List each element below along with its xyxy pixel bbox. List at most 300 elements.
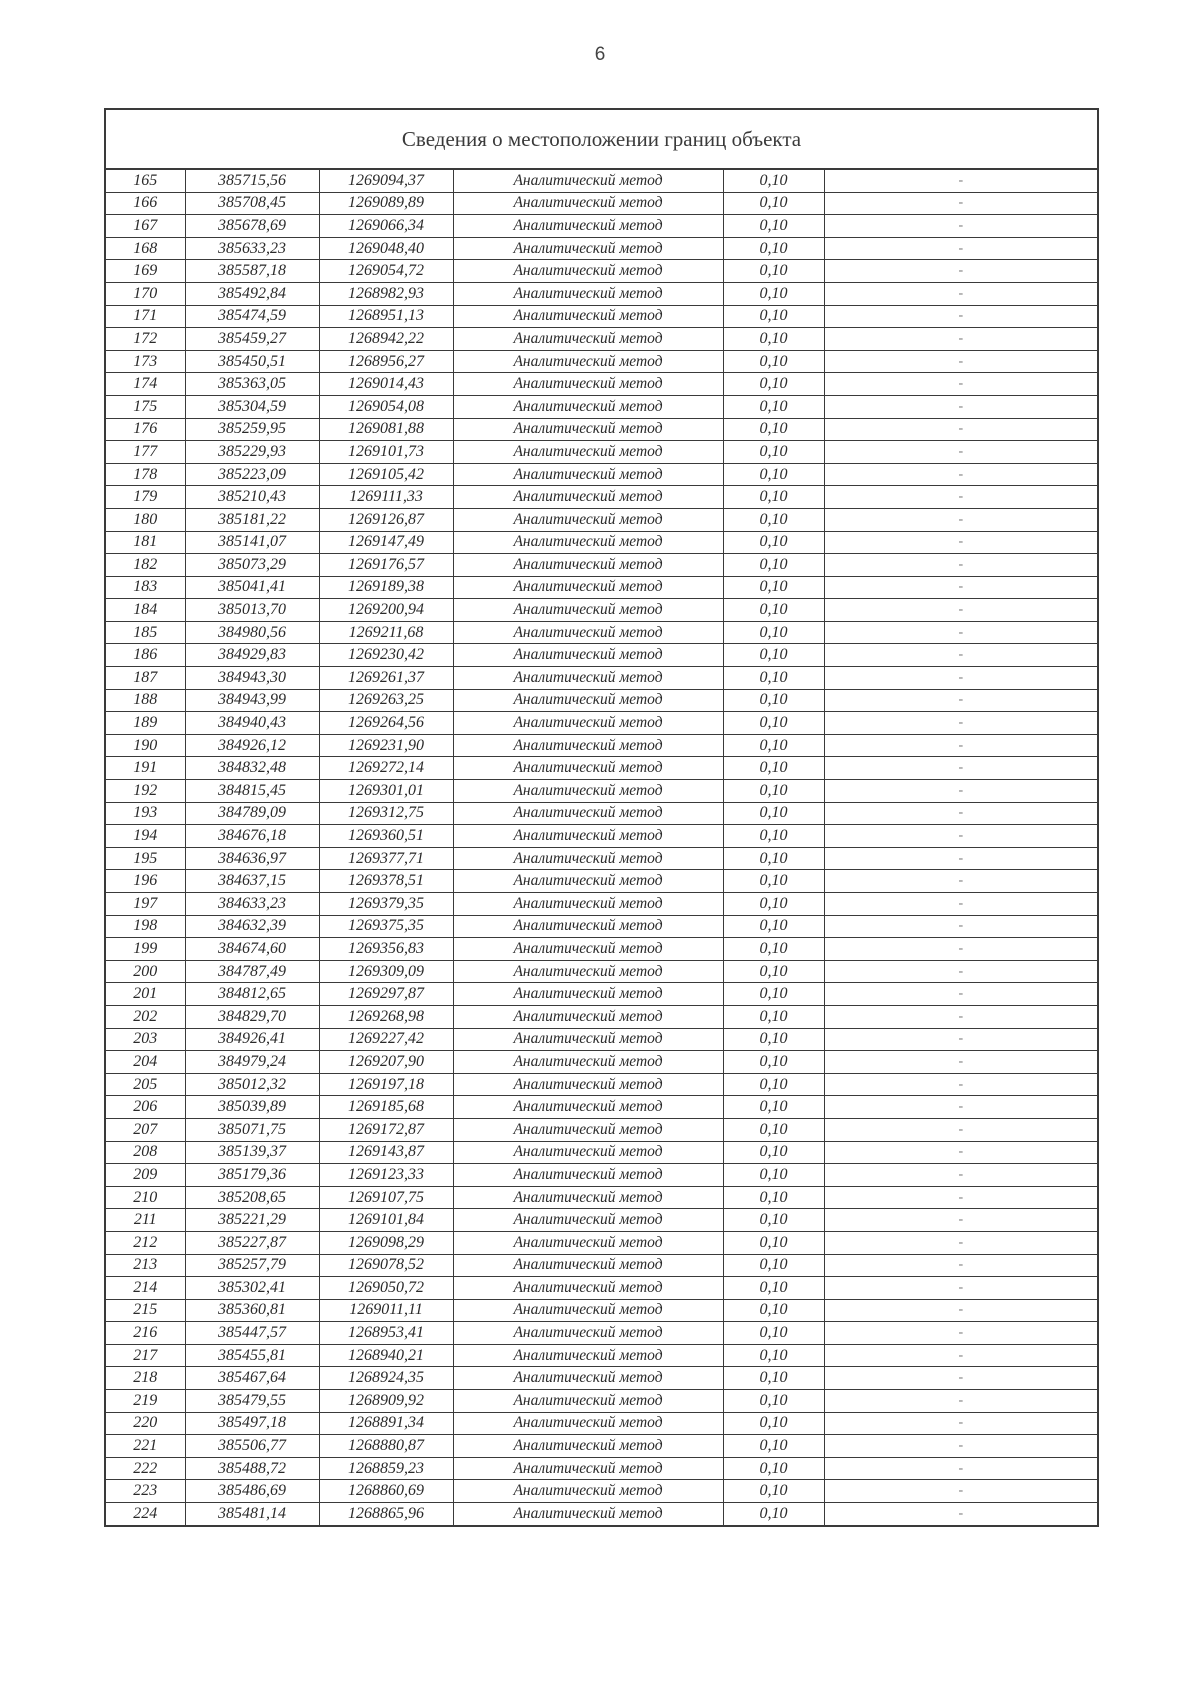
point-number-cell: 195 bbox=[105, 847, 185, 870]
method-cell: Аналитический метод bbox=[453, 667, 723, 690]
point-number-cell: 187 bbox=[105, 667, 185, 690]
accuracy-cell: 0,10 bbox=[723, 418, 824, 441]
point-number-cell: 175 bbox=[105, 395, 185, 418]
y-coordinate-cell: 1268924,35 bbox=[319, 1367, 453, 1390]
method-cell: Аналитический метод bbox=[453, 441, 723, 464]
description-cell: - bbox=[824, 1118, 1098, 1141]
point-number-cell: 201 bbox=[105, 983, 185, 1006]
point-number-cell: 222 bbox=[105, 1457, 185, 1480]
table-row bbox=[105, 237, 1098, 260]
table-row bbox=[105, 508, 1098, 531]
method-cell: Аналитический метод bbox=[453, 282, 723, 305]
y-coordinate-cell: 1269375,35 bbox=[319, 915, 453, 938]
point-number-cell: 194 bbox=[105, 825, 185, 848]
y-coordinate-cell: 1269176,57 bbox=[319, 554, 453, 577]
y-coordinate-cell: 1269111,33 bbox=[319, 486, 453, 509]
y-coordinate-cell: 1269263,25 bbox=[319, 689, 453, 712]
method-cell: Аналитический метод bbox=[453, 983, 723, 1006]
table-row bbox=[105, 1322, 1098, 1345]
y-coordinate-cell: 1268891,34 bbox=[319, 1412, 453, 1435]
x-coordinate-cell: 385210,43 bbox=[185, 486, 319, 509]
point-number-cell: 171 bbox=[105, 305, 185, 328]
table-row bbox=[105, 1073, 1098, 1096]
table-row bbox=[105, 802, 1098, 825]
description-cell: - bbox=[824, 215, 1098, 238]
method-cell: Аналитический метод bbox=[453, 1412, 723, 1435]
x-coordinate-cell: 385360,81 bbox=[185, 1299, 319, 1322]
point-number-cell: 214 bbox=[105, 1277, 185, 1300]
x-coordinate-cell: 385257,79 bbox=[185, 1254, 319, 1277]
method-cell: Аналитический метод bbox=[453, 1299, 723, 1322]
point-number-cell: 206 bbox=[105, 1096, 185, 1119]
method-cell: Аналитический метод bbox=[453, 1344, 723, 1367]
description-cell: - bbox=[824, 169, 1098, 192]
table-row bbox=[105, 531, 1098, 554]
table-row bbox=[105, 734, 1098, 757]
method-cell: Аналитический метод bbox=[453, 215, 723, 238]
description-cell: - bbox=[824, 1480, 1098, 1503]
accuracy-cell: 0,10 bbox=[723, 644, 824, 667]
method-cell: Аналитический метод bbox=[453, 644, 723, 667]
x-coordinate-cell: 385481,14 bbox=[185, 1503, 319, 1526]
method-cell: Аналитический метод bbox=[453, 938, 723, 961]
table-row bbox=[105, 192, 1098, 215]
point-number-cell: 192 bbox=[105, 780, 185, 803]
table-row bbox=[105, 260, 1098, 283]
table-row bbox=[105, 486, 1098, 509]
accuracy-cell: 0,10 bbox=[723, 825, 824, 848]
description-cell: - bbox=[824, 1412, 1098, 1435]
description-cell: - bbox=[824, 1390, 1098, 1413]
description-cell: - bbox=[824, 1073, 1098, 1096]
accuracy-cell: 0,10 bbox=[723, 373, 824, 396]
accuracy-cell: 0,10 bbox=[723, 215, 824, 238]
accuracy-cell: 0,10 bbox=[723, 328, 824, 351]
description-cell: - bbox=[824, 893, 1098, 916]
description-cell: - bbox=[824, 825, 1098, 848]
y-coordinate-cell: 1269143,87 bbox=[319, 1141, 453, 1164]
accuracy-cell: 0,10 bbox=[723, 870, 824, 893]
description-cell: - bbox=[824, 734, 1098, 757]
point-number-cell: 196 bbox=[105, 870, 185, 893]
y-coordinate-cell: 1268940,21 bbox=[319, 1344, 453, 1367]
method-cell: Аналитический метод bbox=[453, 1118, 723, 1141]
x-coordinate-cell: 385013,70 bbox=[185, 599, 319, 622]
method-cell: Аналитический метод bbox=[453, 1164, 723, 1187]
y-coordinate-cell: 1269297,87 bbox=[319, 983, 453, 1006]
y-coordinate-cell: 1269078,52 bbox=[319, 1254, 453, 1277]
y-coordinate-cell: 1269094,37 bbox=[319, 169, 453, 192]
method-cell: Аналитический метод bbox=[453, 531, 723, 554]
accuracy-cell: 0,10 bbox=[723, 1096, 824, 1119]
accuracy-cell: 0,10 bbox=[723, 1028, 824, 1051]
table-row bbox=[105, 870, 1098, 893]
y-coordinate-cell: 1269185,68 bbox=[319, 1096, 453, 1119]
y-coordinate-cell: 1269230,42 bbox=[319, 644, 453, 667]
accuracy-cell: 0,10 bbox=[723, 169, 824, 192]
y-coordinate-cell: 1269301,01 bbox=[319, 780, 453, 803]
table-row bbox=[105, 328, 1098, 351]
y-coordinate-cell: 1269089,89 bbox=[319, 192, 453, 215]
method-cell: Аналитический метод bbox=[453, 328, 723, 351]
method-cell: Аналитический метод bbox=[453, 1051, 723, 1074]
point-number-cell: 212 bbox=[105, 1231, 185, 1254]
table-row bbox=[105, 1277, 1098, 1300]
table-row bbox=[105, 825, 1098, 848]
table-row bbox=[105, 554, 1098, 577]
table-row bbox=[105, 847, 1098, 870]
table-row bbox=[105, 576, 1098, 599]
y-coordinate-cell: 1269054,72 bbox=[319, 260, 453, 283]
point-number-cell: 219 bbox=[105, 1390, 185, 1413]
point-number-cell: 217 bbox=[105, 1344, 185, 1367]
point-number-cell: 221 bbox=[105, 1435, 185, 1458]
method-cell: Аналитический метод bbox=[453, 1005, 723, 1028]
description-cell: - bbox=[824, 938, 1098, 961]
point-number-cell: 181 bbox=[105, 531, 185, 554]
point-number-cell: 202 bbox=[105, 1005, 185, 1028]
description-cell: - bbox=[824, 1277, 1098, 1300]
y-coordinate-cell: 1269312,75 bbox=[319, 802, 453, 825]
y-coordinate-cell: 1269048,40 bbox=[319, 237, 453, 260]
x-coordinate-cell: 385486,69 bbox=[185, 1480, 319, 1503]
description-cell: - bbox=[824, 1141, 1098, 1164]
x-coordinate-cell: 384676,18 bbox=[185, 825, 319, 848]
x-coordinate-cell: 385141,07 bbox=[185, 531, 319, 554]
point-number-cell: 215 bbox=[105, 1299, 185, 1322]
table-row bbox=[105, 1503, 1098, 1526]
x-coordinate-cell: 384926,41 bbox=[185, 1028, 319, 1051]
accuracy-cell: 0,10 bbox=[723, 689, 824, 712]
accuracy-cell: 0,10 bbox=[723, 802, 824, 825]
table-row bbox=[105, 441, 1098, 464]
method-cell: Аналитический метод bbox=[453, 915, 723, 938]
table-row bbox=[105, 915, 1098, 938]
point-number-cell: 209 bbox=[105, 1164, 185, 1187]
y-coordinate-cell: 1268951,13 bbox=[319, 305, 453, 328]
description-cell: - bbox=[824, 1367, 1098, 1390]
point-number-cell: 180 bbox=[105, 508, 185, 531]
y-coordinate-cell: 1269081,88 bbox=[319, 418, 453, 441]
method-cell: Аналитический метод bbox=[453, 169, 723, 192]
accuracy-cell: 0,10 bbox=[723, 508, 824, 531]
accuracy-cell: 0,10 bbox=[723, 486, 824, 509]
accuracy-cell: 0,10 bbox=[723, 1503, 824, 1526]
accuracy-cell: 0,10 bbox=[723, 1480, 824, 1503]
method-cell: Аналитический метод bbox=[453, 1277, 723, 1300]
accuracy-cell: 0,10 bbox=[723, 1005, 824, 1028]
y-coordinate-cell: 1268982,93 bbox=[319, 282, 453, 305]
y-coordinate-cell: 1269050,72 bbox=[319, 1277, 453, 1300]
method-cell: Аналитический метод bbox=[453, 463, 723, 486]
description-cell: - bbox=[824, 802, 1098, 825]
y-coordinate-cell: 1268860,69 bbox=[319, 1480, 453, 1503]
x-coordinate-cell: 385208,65 bbox=[185, 1186, 319, 1209]
point-number-cell: 185 bbox=[105, 621, 185, 644]
method-cell: Аналитический метод bbox=[453, 1209, 723, 1232]
method-cell: Аналитический метод bbox=[453, 1073, 723, 1096]
point-number-cell: 199 bbox=[105, 938, 185, 961]
x-coordinate-cell: 384979,24 bbox=[185, 1051, 319, 1074]
table-row bbox=[105, 1457, 1098, 1480]
description-cell: - bbox=[824, 757, 1098, 780]
accuracy-cell: 0,10 bbox=[723, 463, 824, 486]
accuracy-cell: 0,10 bbox=[723, 441, 824, 464]
method-cell: Аналитический метод bbox=[453, 350, 723, 373]
description-cell: - bbox=[824, 780, 1098, 803]
page-number: 6 bbox=[594, 44, 606, 65]
accuracy-cell: 0,10 bbox=[723, 734, 824, 757]
table-row bbox=[105, 282, 1098, 305]
accuracy-cell: 0,10 bbox=[723, 667, 824, 690]
y-coordinate-cell: 1269066,34 bbox=[319, 215, 453, 238]
accuracy-cell: 0,10 bbox=[723, 1299, 824, 1322]
table-row bbox=[105, 395, 1098, 418]
description-cell: - bbox=[824, 847, 1098, 870]
x-coordinate-cell: 385071,75 bbox=[185, 1118, 319, 1141]
x-coordinate-cell: 385587,18 bbox=[185, 260, 319, 283]
accuracy-cell: 0,10 bbox=[723, 1164, 824, 1187]
x-coordinate-cell: 385708,45 bbox=[185, 192, 319, 215]
description-cell: - bbox=[824, 463, 1098, 486]
method-cell: Аналитический метод bbox=[453, 260, 723, 283]
point-number-cell: 213 bbox=[105, 1254, 185, 1277]
table-row bbox=[105, 305, 1098, 328]
point-number-cell: 220 bbox=[105, 1412, 185, 1435]
accuracy-cell: 0,10 bbox=[723, 260, 824, 283]
table-row bbox=[105, 1096, 1098, 1119]
x-coordinate-cell: 384787,49 bbox=[185, 960, 319, 983]
description-cell: - bbox=[824, 1186, 1098, 1209]
table-row bbox=[105, 1299, 1098, 1322]
accuracy-cell: 0,10 bbox=[723, 847, 824, 870]
method-cell: Аналитический метод bbox=[453, 508, 723, 531]
table-row bbox=[105, 350, 1098, 373]
description-cell: - bbox=[824, 621, 1098, 644]
table-row bbox=[105, 1118, 1098, 1141]
accuracy-cell: 0,10 bbox=[723, 1367, 824, 1390]
description-cell: - bbox=[824, 260, 1098, 283]
table-row bbox=[105, 983, 1098, 1006]
accuracy-cell: 0,10 bbox=[723, 1390, 824, 1413]
y-coordinate-cell: 1268956,27 bbox=[319, 350, 453, 373]
x-coordinate-cell: 385467,64 bbox=[185, 1367, 319, 1390]
accuracy-cell: 0,10 bbox=[723, 893, 824, 916]
table-row bbox=[105, 780, 1098, 803]
x-coordinate-cell: 385073,29 bbox=[185, 554, 319, 577]
description-cell: - bbox=[824, 1231, 1098, 1254]
description-cell: - bbox=[824, 486, 1098, 509]
x-coordinate-cell: 385678,69 bbox=[185, 215, 319, 238]
y-coordinate-cell: 1269147,49 bbox=[319, 531, 453, 554]
point-number-cell: 188 bbox=[105, 689, 185, 712]
x-coordinate-cell: 385455,81 bbox=[185, 1344, 319, 1367]
accuracy-cell: 0,10 bbox=[723, 1051, 824, 1074]
y-coordinate-cell: 1269356,83 bbox=[319, 938, 453, 961]
x-coordinate-cell: 384943,30 bbox=[185, 667, 319, 690]
point-number-cell: 169 bbox=[105, 260, 185, 283]
method-cell: Аналитический метод bbox=[453, 1480, 723, 1503]
description-cell: - bbox=[824, 1028, 1098, 1051]
method-cell: Аналитический метод bbox=[453, 960, 723, 983]
description-cell: - bbox=[824, 441, 1098, 464]
method-cell: Аналитический метод bbox=[453, 1096, 723, 1119]
x-coordinate-cell: 384789,09 bbox=[185, 802, 319, 825]
accuracy-cell: 0,10 bbox=[723, 983, 824, 1006]
table-row bbox=[105, 689, 1098, 712]
x-coordinate-cell: 384815,45 bbox=[185, 780, 319, 803]
point-number-cell: 183 bbox=[105, 576, 185, 599]
accuracy-cell: 0,10 bbox=[723, 237, 824, 260]
accuracy-cell: 0,10 bbox=[723, 531, 824, 554]
table-row bbox=[105, 599, 1098, 622]
accuracy-cell: 0,10 bbox=[723, 305, 824, 328]
accuracy-cell: 0,10 bbox=[723, 1435, 824, 1458]
accuracy-cell: 0,10 bbox=[723, 192, 824, 215]
table-row bbox=[105, 1231, 1098, 1254]
accuracy-cell: 0,10 bbox=[723, 1412, 824, 1435]
description-cell: - bbox=[824, 576, 1098, 599]
method-cell: Аналитический метод bbox=[453, 395, 723, 418]
y-coordinate-cell: 1269379,35 bbox=[319, 893, 453, 916]
x-coordinate-cell: 385304,59 bbox=[185, 395, 319, 418]
y-coordinate-cell: 1269377,71 bbox=[319, 847, 453, 870]
table-row bbox=[105, 1005, 1098, 1028]
y-coordinate-cell: 1269014,43 bbox=[319, 373, 453, 396]
table-row bbox=[105, 418, 1098, 441]
x-coordinate-cell: 384632,39 bbox=[185, 915, 319, 938]
description-cell: - bbox=[824, 599, 1098, 622]
x-coordinate-cell: 385012,32 bbox=[185, 1073, 319, 1096]
accuracy-cell: 0,10 bbox=[723, 938, 824, 961]
point-number-cell: 184 bbox=[105, 599, 185, 622]
table-row bbox=[105, 712, 1098, 735]
table-row bbox=[105, 644, 1098, 667]
accuracy-cell: 0,10 bbox=[723, 1277, 824, 1300]
point-number-cell: 168 bbox=[105, 237, 185, 260]
y-coordinate-cell: 1269309,09 bbox=[319, 960, 453, 983]
description-cell: - bbox=[824, 192, 1098, 215]
x-coordinate-cell: 385492,84 bbox=[185, 282, 319, 305]
y-coordinate-cell: 1269227,42 bbox=[319, 1028, 453, 1051]
x-coordinate-cell: 384633,23 bbox=[185, 893, 319, 916]
x-coordinate-cell: 385474,59 bbox=[185, 305, 319, 328]
accuracy-cell: 0,10 bbox=[723, 712, 824, 735]
description-cell: - bbox=[824, 644, 1098, 667]
x-coordinate-cell: 384940,43 bbox=[185, 712, 319, 735]
x-coordinate-cell: 384636,97 bbox=[185, 847, 319, 870]
boundary-table-frame bbox=[104, 108, 1097, 1527]
description-cell: - bbox=[824, 712, 1098, 735]
description-cell: - bbox=[824, 1299, 1098, 1322]
accuracy-cell: 0,10 bbox=[723, 780, 824, 803]
method-cell: Аналитический метод bbox=[453, 689, 723, 712]
x-coordinate-cell: 385506,77 bbox=[185, 1435, 319, 1458]
accuracy-cell: 0,10 bbox=[723, 350, 824, 373]
method-cell: Аналитический метод bbox=[453, 712, 723, 735]
table-row bbox=[105, 1412, 1098, 1435]
description-cell: - bbox=[824, 508, 1098, 531]
point-number-cell: 211 bbox=[105, 1209, 185, 1232]
y-coordinate-cell: 1268909,92 bbox=[319, 1390, 453, 1413]
method-cell: Аналитический метод bbox=[453, 418, 723, 441]
description-cell: - bbox=[824, 1435, 1098, 1458]
x-coordinate-cell: 385139,37 bbox=[185, 1141, 319, 1164]
description-cell: - bbox=[824, 1096, 1098, 1119]
accuracy-cell: 0,10 bbox=[723, 1141, 824, 1164]
point-number-cell: 208 bbox=[105, 1141, 185, 1164]
point-number-cell: 193 bbox=[105, 802, 185, 825]
y-coordinate-cell: 1269126,87 bbox=[319, 508, 453, 531]
x-coordinate-cell: 385221,29 bbox=[185, 1209, 319, 1232]
x-coordinate-cell: 385259,95 bbox=[185, 418, 319, 441]
y-coordinate-cell: 1268880,87 bbox=[319, 1435, 453, 1458]
method-cell: Аналитический метод bbox=[453, 1457, 723, 1480]
x-coordinate-cell: 385179,36 bbox=[185, 1164, 319, 1187]
table-row bbox=[105, 1141, 1098, 1164]
accuracy-cell: 0,10 bbox=[723, 757, 824, 780]
method-cell: Аналитический метод bbox=[453, 1503, 723, 1526]
description-cell: - bbox=[824, 689, 1098, 712]
x-coordinate-cell: 384943,99 bbox=[185, 689, 319, 712]
y-coordinate-cell: 1269211,68 bbox=[319, 621, 453, 644]
accuracy-cell: 0,10 bbox=[723, 282, 824, 305]
y-coordinate-cell: 1268953,41 bbox=[319, 1322, 453, 1345]
method-cell: Аналитический метод bbox=[453, 757, 723, 780]
y-coordinate-cell: 1268942,22 bbox=[319, 328, 453, 351]
x-coordinate-cell: 384674,60 bbox=[185, 938, 319, 961]
description-cell: - bbox=[824, 1457, 1098, 1480]
table-row bbox=[105, 1164, 1098, 1187]
method-cell: Аналитический метод bbox=[453, 847, 723, 870]
table-row bbox=[105, 621, 1098, 644]
table-row bbox=[105, 1367, 1098, 1390]
table-body bbox=[105, 169, 1098, 1526]
method-cell: Аналитический метод bbox=[453, 621, 723, 644]
y-coordinate-cell: 1269207,90 bbox=[319, 1051, 453, 1074]
point-number-cell: 173 bbox=[105, 350, 185, 373]
table-row bbox=[105, 757, 1098, 780]
description-cell: - bbox=[824, 1322, 1098, 1345]
y-coordinate-cell: 1269378,51 bbox=[319, 870, 453, 893]
description-cell: - bbox=[824, 531, 1098, 554]
x-coordinate-cell: 385181,22 bbox=[185, 508, 319, 531]
method-cell: Аналитический метод bbox=[453, 576, 723, 599]
y-coordinate-cell: 1269197,18 bbox=[319, 1073, 453, 1096]
method-cell: Аналитический метод bbox=[453, 486, 723, 509]
method-cell: Аналитический метод bbox=[453, 893, 723, 916]
y-coordinate-cell: 1269360,51 bbox=[319, 825, 453, 848]
y-coordinate-cell: 1268859,23 bbox=[319, 1457, 453, 1480]
point-number-cell: 191 bbox=[105, 757, 185, 780]
x-coordinate-cell: 385041,41 bbox=[185, 576, 319, 599]
accuracy-cell: 0,10 bbox=[723, 1254, 824, 1277]
description-cell: - bbox=[824, 667, 1098, 690]
y-coordinate-cell: 1269172,87 bbox=[319, 1118, 453, 1141]
table-row bbox=[105, 1028, 1098, 1051]
method-cell: Аналитический метод bbox=[453, 780, 723, 803]
description-cell: - bbox=[824, 1051, 1098, 1074]
point-number-cell: 172 bbox=[105, 328, 185, 351]
x-coordinate-cell: 384926,12 bbox=[185, 734, 319, 757]
point-number-cell: 223 bbox=[105, 1480, 185, 1503]
table-row bbox=[105, 1435, 1098, 1458]
point-number-cell: 210 bbox=[105, 1186, 185, 1209]
table-row bbox=[105, 169, 1098, 192]
x-coordinate-cell: 385715,56 bbox=[185, 169, 319, 192]
description-cell: - bbox=[824, 960, 1098, 983]
accuracy-cell: 0,10 bbox=[723, 1231, 824, 1254]
